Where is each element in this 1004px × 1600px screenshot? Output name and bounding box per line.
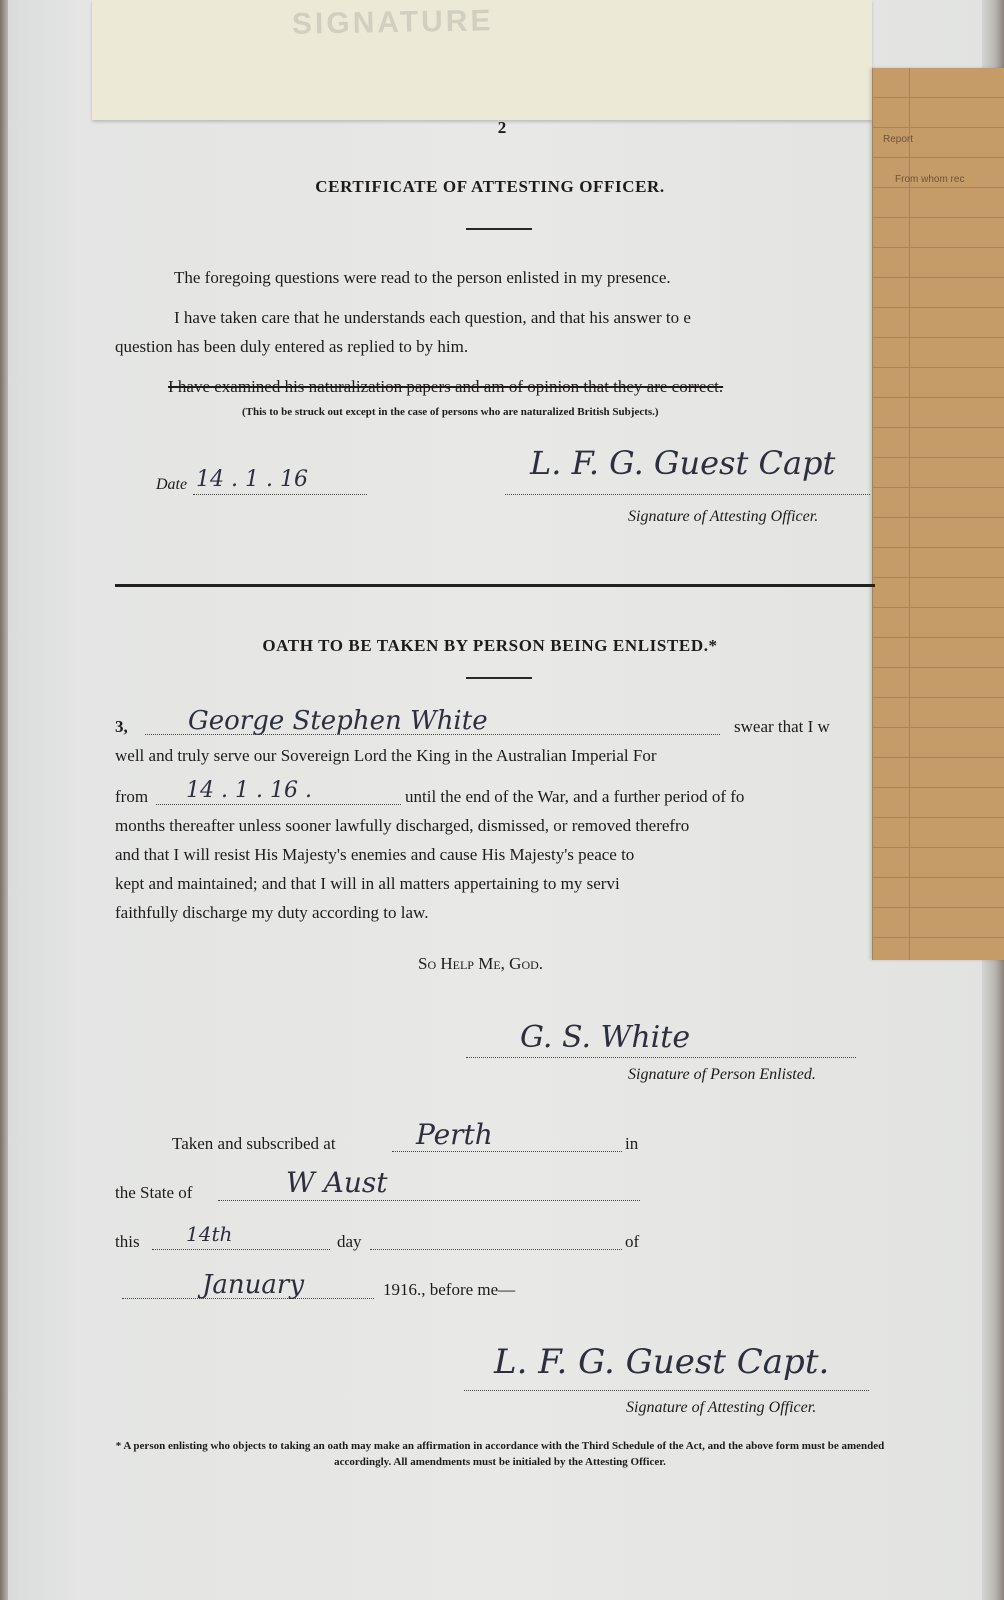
- oath-line-5: and that I will resist His Majesty's enemies and cause His Majesty's peace to: [115, 845, 635, 864]
- oath-line-2: well and truly serve our Sovereign Lord the King in the Australian Imperial For: [115, 746, 657, 765]
- place-dotted-line: [392, 1151, 622, 1152]
- slip-show-through-text: SIGNATURE: [291, 4, 494, 41]
- enlisted-name-handwritten: George Stephen White: [188, 706, 488, 736]
- certificate-heading: CERTIFICATE OF ATTESTING OFFICER.: [315, 177, 665, 196]
- page-number: 2: [497, 118, 507, 137]
- section-divider: [115, 584, 875, 587]
- final-officer-signature-caption: Signature of Attesting Officer.: [626, 1399, 817, 1416]
- state-dotted-line: [218, 1200, 640, 1201]
- ledger-column-rule: [909, 68, 910, 960]
- place-handwritten: Perth: [416, 1118, 493, 1151]
- day-handwritten: 14th: [186, 1222, 233, 1246]
- officer-signature-caption: Signature of Attesting Officer.: [628, 508, 819, 525]
- officer-signature-line: [505, 494, 870, 495]
- from-dotted-line: [156, 804, 401, 805]
- footnote: * A person enlisting who objects to taking an oath may make an affirmation in accordance with the Third Schedule of the Act, and the above form must be amended accordingly. All amendments must be initialed by the Attesting Officer.: [115, 1440, 885, 1468]
- this-label: this: [115, 1232, 140, 1251]
- oath-prefix: 3,: [115, 717, 128, 736]
- certificate-line-3: question has been duly entered as replied to by him.: [115, 337, 469, 356]
- ledger-label-report: Report: [883, 134, 914, 145]
- certificate-line-2: I have taken care that he understands each question, and that his answer to e: [174, 308, 691, 327]
- oath-swear-text: swear that I w: [734, 717, 830, 736]
- attached-paper-slip: [92, 0, 872, 120]
- page-left-edge: [0, 0, 8, 1600]
- final-officer-signature: L. F. G. Guest Capt.: [494, 1342, 830, 1382]
- of-label: of: [625, 1232, 640, 1251]
- date-dotted-line: [193, 494, 367, 495]
- state-label: the State of: [115, 1183, 193, 1202]
- oath-line-4: months thereafter unless sooner lawfully discharged, dismissed, or removed therefro: [115, 816, 690, 835]
- day-dotted-line: [152, 1249, 330, 1250]
- oath-closing: So Help Me, God.: [418, 954, 544, 973]
- ledger-card: [872, 68, 1004, 960]
- taken-subscribed-label: Taken and subscribed at: [172, 1134, 336, 1153]
- from-label: from: [115, 787, 149, 806]
- year-before-me: 1916., before me—: [383, 1280, 516, 1299]
- oath-line-3: until the end of the War, and a further period of fo: [405, 787, 745, 806]
- enlisted-signature-line: [466, 1057, 856, 1058]
- struck-out-note: (This to be struck out except in the case of persons who are naturalized British Subjects.): [242, 406, 659, 418]
- state-handwritten: W Aust: [286, 1166, 388, 1199]
- heading-divider: [466, 228, 532, 230]
- in-label: in: [625, 1134, 639, 1153]
- day-label: day: [337, 1232, 362, 1251]
- month-dotted-line: [370, 1249, 622, 1250]
- ledger-label-from: From whom rec: [895, 174, 965, 185]
- date-handwritten: 14 . 1 . 16: [196, 467, 308, 492]
- certificate-line-1: The foregoing questions were read to the person enlisted in my presence.: [174, 268, 671, 287]
- oath-heading: OATH TO BE TAKEN BY PERSON BEING ENLISTED.*: [262, 636, 718, 655]
- enlisted-signature-caption: Signature of Person Enlisted.: [628, 1066, 816, 1083]
- enlisted-signature: G. S. White: [520, 1020, 691, 1055]
- oath-line-7: faithfully discharge my duty according to law.: [115, 903, 429, 922]
- struck-naturalization-line: I have examined his naturalization papers and am of opinion that they are correct.: [168, 377, 724, 396]
- final-officer-signature-line: [464, 1390, 869, 1391]
- date-label: Date: [156, 476, 188, 493]
- oath-line-6: kept and maintained; and that I will in all matters appertaining to my servi: [115, 874, 620, 893]
- from-date-handwritten: 14 . 1 . 16 .: [186, 778, 312, 803]
- officer-signature: L. F. G. Guest Capt: [530, 444, 836, 482]
- oath-heading-divider: [466, 677, 532, 679]
- month-handwritten: January: [202, 1270, 305, 1300]
